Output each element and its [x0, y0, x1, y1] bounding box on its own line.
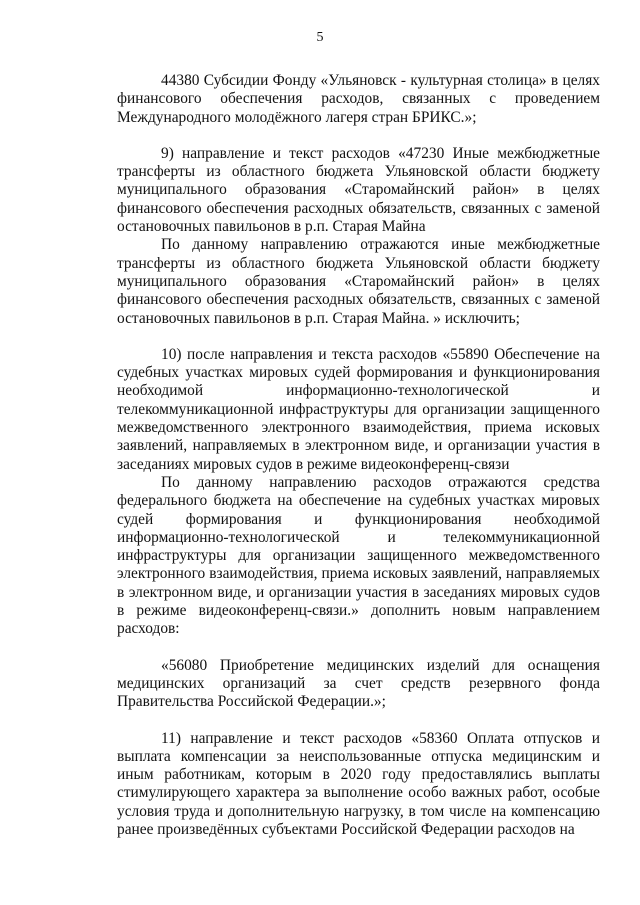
paragraph-item-9: 9) направление и текст расходов «47230 Иные межбюджетные трансферты из областного бюджета Ульяновской области бюджету муниципального образования «Старомайнский район» в целях финансового обеспечения расходных обязательств, связанных с заменой остановочных павильонов в р.п. Старая Майна	[117, 144, 600, 236]
page-number: 5	[316, 30, 324, 45]
paragraph-gap	[117, 712, 600, 730]
paragraph-56080: «56080 Приобретение медицинских изделий для оснащения медицинских организаций за счет средств резервного фонда Правительства Российской Федерации.»;	[117, 656, 600, 711]
paragraph-item-9-description: По данному направлению отражаются иные межбюджетные трансферты из областного бюджета Ульяновской области бюджету муниципального образования «Старомайнский район» в целях финансового обеспечения расходных обязательств, связанных с заменой остановочных павильонов в р.п. Старая Майна. » исключить;	[117, 236, 600, 327]
paragraph-44380: 44380 Субсидии Фонду «Ульяновск - культурная столица» в целях финансового обеспечения расходов, связанных с проведением Международного молодёжного лагеря стран БРИКС.»;	[117, 72, 600, 126]
paragraph-item-11: 11) направление и текст расходов «58360 Оплата отпусков и выплата компенсации за неиспользованные отпуска медицинским и иным работникам, которым в 2020 году предоставлялись выплаты стимулирующего характера за выполнение особо важных работ, особые условия труда и дополнительную нагрузку, в том числе на компенсацию ранее произведённых субъектами Российской Федерации расходов на	[117, 729, 600, 838]
paragraph-gap	[117, 328, 600, 346]
document-body	[117, 72, 600, 839]
paragraph-gap	[117, 639, 600, 657]
paragraph-item-10-description: По данному направлению расходов отражаются средства федерального бюджета на обеспечение на судебных участках мировых судей формирования и функционирования необходимой информационно-технологической и телекоммуникационной инфраструктуры для организации защищенного межведомственного электронного взаимодействия, приема исковых заявлений, направляемых в электронном виде, и организации участия в заседаниях мировых судов в режиме видеоконференц-связи.» дополнить новым направлением расходов:	[117, 473, 600, 638]
paragraph-gap	[117, 127, 600, 145]
paragraph-item-10: 10) после направления и текста расходов «55890 Обеспечение на судебных участках мировых судей формирования и функционирования необходимой информационно-технологической и телекоммуникационной инфраструктуры для организации защищенного межведомственного электронного взаимодействия, приема исковых заявлений, направляемых в электронном виде, и организации участия в заседаниях мировых судов в режиме видеоконференц-связи	[117, 345, 600, 473]
